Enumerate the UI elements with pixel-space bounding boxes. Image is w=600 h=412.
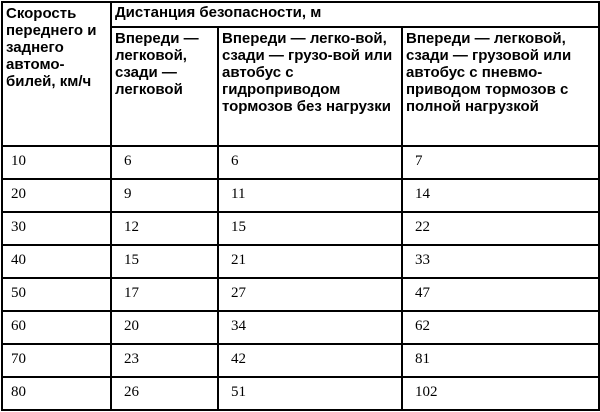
speed-cell: 60 bbox=[2, 311, 111, 344]
speed-cell: 10 bbox=[2, 146, 111, 179]
speed-column-header: Скорость переднего и заднего автомо-билей, км/ч bbox=[2, 2, 111, 146]
table-row bbox=[2, 179, 599, 212]
table-row bbox=[2, 245, 599, 278]
distance-cell: 17 bbox=[111, 278, 218, 311]
distance-cell: 12 bbox=[111, 212, 218, 245]
table-row bbox=[2, 311, 599, 344]
table-row bbox=[2, 377, 599, 410]
distance-cell: 47 bbox=[402, 278, 599, 311]
safety-distance-table bbox=[1, 1, 600, 411]
speed-cell: 70 bbox=[2, 344, 111, 377]
speed-cell: 20 bbox=[2, 179, 111, 212]
subheader-car-truck-pneumatic: Впереди — легковой, сзади — грузовой или автобус с пневмо-приводом тормозов с полной нагрузкой bbox=[402, 27, 599, 146]
distance-cell: 15 bbox=[111, 245, 218, 278]
speed-cell: 40 bbox=[2, 245, 111, 278]
distance-cell: 81 bbox=[402, 344, 599, 377]
distance-cell: 9 bbox=[111, 179, 218, 212]
table-row bbox=[2, 146, 599, 179]
speed-cell: 30 bbox=[2, 212, 111, 245]
distance-group-header: Дистанция безопасности, м bbox=[111, 2, 599, 27]
distance-cell: 27 bbox=[218, 278, 402, 311]
table-row bbox=[2, 212, 599, 245]
distance-cell: 102 bbox=[402, 377, 599, 410]
distance-cell: 21 bbox=[218, 245, 402, 278]
distance-cell: 33 bbox=[402, 245, 599, 278]
distance-cell: 26 bbox=[111, 377, 218, 410]
distance-cell: 23 bbox=[111, 344, 218, 377]
distance-cell: 62 bbox=[402, 311, 599, 344]
speed-cell: 50 bbox=[2, 278, 111, 311]
distance-cell: 22 bbox=[402, 212, 599, 245]
distance-cell: 15 bbox=[218, 212, 402, 245]
distance-cell: 34 bbox=[218, 311, 402, 344]
subheader-car-truck-hydraulic: Впереди — легко-вой, сзади — грузо-вой или автобус с гидроприводом тормозов без нагрузки bbox=[218, 27, 402, 146]
distance-cell: 14 bbox=[402, 179, 599, 212]
table-row bbox=[2, 278, 599, 311]
distance-cell: 51 bbox=[218, 377, 402, 410]
distance-cell: 6 bbox=[218, 146, 402, 179]
distance-cell: 6 bbox=[111, 146, 218, 179]
distance-cell: 11 bbox=[218, 179, 402, 212]
distance-cell: 7 bbox=[402, 146, 599, 179]
speed-cell: 80 bbox=[2, 377, 111, 410]
distance-cell: 20 bbox=[111, 311, 218, 344]
distance-cell: 42 bbox=[218, 344, 402, 377]
subheader-car-car: Впереди — легковой, сзади — легковой bbox=[111, 27, 218, 146]
table-row bbox=[2, 344, 599, 377]
